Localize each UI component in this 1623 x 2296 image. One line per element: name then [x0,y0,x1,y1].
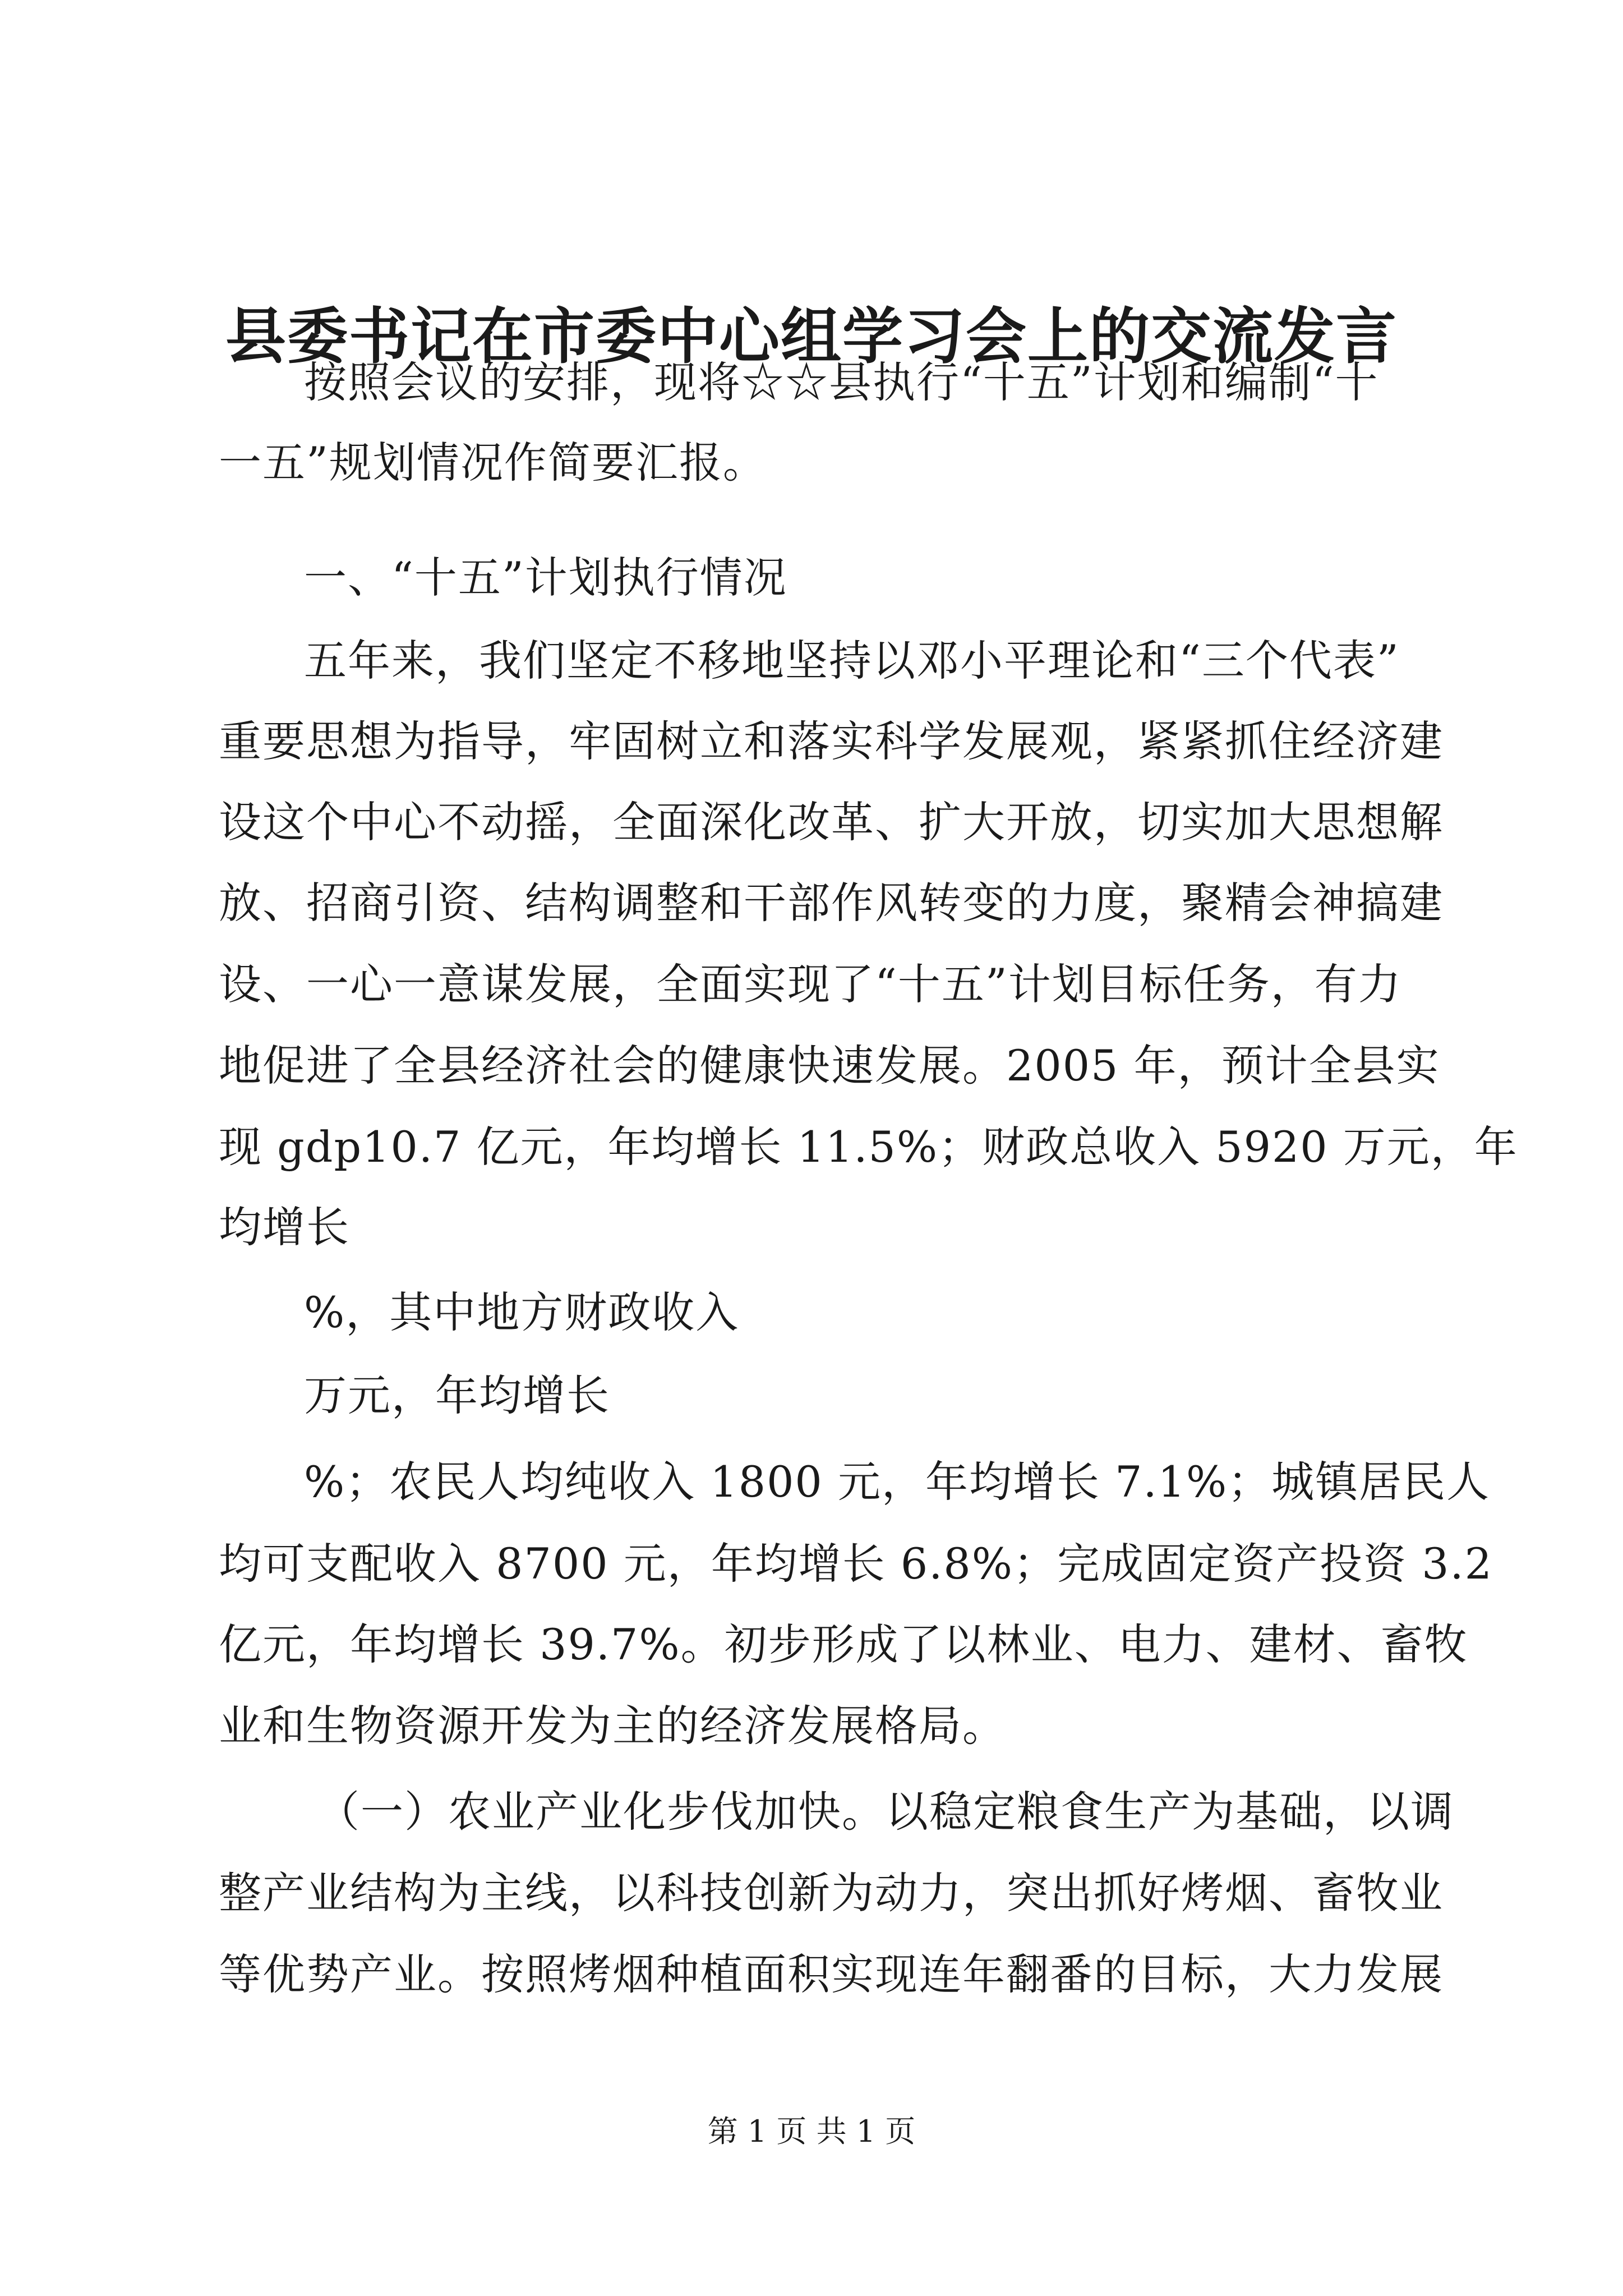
paragraph-line: 五年来，我们坚定不移地坚持以邓小平理论和“三个代表” [304,636,1400,685]
paragraph-line: 放、招商引资、结构调整和干部作风转变的力度，聚精会神搞建 [219,878,1444,928]
paragraph-line: 现 gdp10.7 亿元，年均增长 11.5%；财政总收入 5920 万元，年 [219,1122,1518,1172]
paragraph-line: （一）农业产业化步伐加快。以稳定粮食生产为基础，以调 [317,1787,1454,1837]
paragraph-line: 整产业结构为主线，以科技创新为动力，突出抓好烤烟、畜牧业 [219,1868,1444,1918]
paragraph-line: %；农民人均纯收入 1800 元，年均增长 7.1%；城镇居民人 [304,1457,1491,1507]
paragraph-line: 等优势产业。按照烤烟种植面积实现连年翻番的目标，大力发展 [219,1949,1444,1999]
paragraph-line: 均可支配收入 8700 元，年均增长 6.8%；完成固定资产投资 3.2 [219,1539,1493,1589]
paragraph-line: 重要思想为指导，牢固树立和落实科学发展观，紧紧抓住经济建 [219,716,1444,766]
paragraph-line: 地促进了全县经济社会的健康快速发展。2005 年，预计全县实 [219,1041,1440,1091]
paragraph-line: 一五”规划情况作简要汇报。 [219,438,767,487]
paragraph-line: 按照会议的安排，现将☆☆县执行“十五”计划和编制“十 [304,357,1379,407]
paragraph-line: 设、一心一意谋发展，全面实现了“十五”计划目标任务，有力 [219,959,1402,1009]
paragraph-line: %，其中地方财政收入 [304,1287,740,1337]
paragraph-line: 万元，年均增长 [304,1370,610,1420]
section-heading: 一、“十五”计划执行情况 [304,553,787,602]
document-title: 县委书记在市委中心组学习会上的交流发言 [225,301,1398,372]
paragraph-line: 设这个中心不动摇，全面深化改革、扩大开放，切实加大思想解 [219,797,1444,847]
paragraph-line: 均增长 [219,1202,350,1252]
paragraph-line: 业和生物资源开发为主的经济发展格局。 [219,1701,1006,1751]
page-footer: 第 1 页 共 1 页 [707,2114,916,2149]
paragraph-line: 亿元，年均增长 39.7%。初步形成了以林业、电力、建材、畜牧 [219,1619,1468,1669]
